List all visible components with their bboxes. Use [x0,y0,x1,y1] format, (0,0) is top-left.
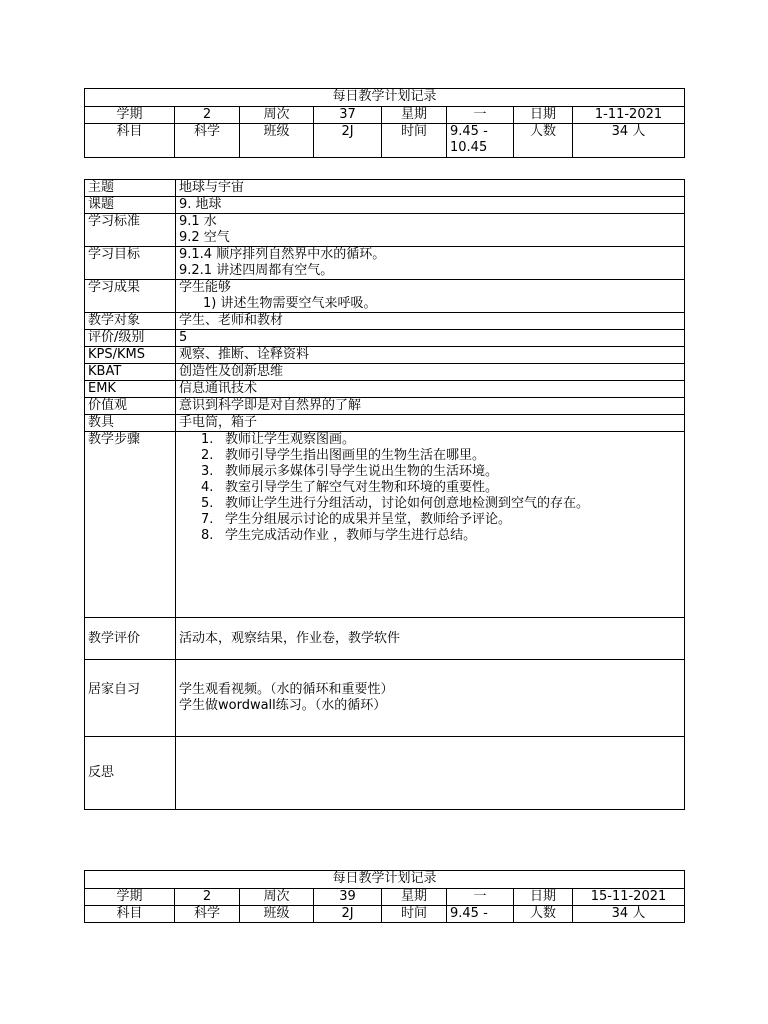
level-value: 5 [176,330,685,347]
date-label: 日期 [514,889,573,906]
count-value: 34 人 [573,906,685,923]
reflection-label: 反思 [85,737,176,810]
semester-label: 学期 [85,107,175,124]
weekday-value: 一 [447,889,514,906]
step-text: 学生分组展示讨论的成果并呈堂，教师给予评论。 [225,512,512,527]
evaluation-value: 活动本，观察结果，作业卷，教学软件 [176,618,685,660]
kps-value: 观察、推断、诠释资料 [176,347,685,364]
standard-label: 学习标准 [85,214,176,247]
steps-label: 教学步骤 [85,432,176,618]
kps-label: KPS/KMS [85,347,176,364]
outcome-label: 学习成果 [85,280,176,313]
homework-value [176,660,685,737]
count-value: 34 人 [573,124,685,158]
outcome-line: 学生能够 [179,280,232,295]
subject-label: 科目 [85,906,175,923]
standard-line: 9.1 水 [179,214,217,229]
weekday-label: 星期 [382,889,447,906]
audience-label: 教学对象 [85,313,176,330]
count-label: 人数 [514,124,573,158]
values-label: 价值观 [85,398,176,415]
objective-line: 9.2.1 讲述四周都有空气。 [179,263,334,278]
class-label: 班级 [240,906,314,923]
subject-value: 科学 [175,124,240,158]
emk-label: EMK [85,381,176,398]
step-text: 教师展示多媒体引导学生说出生物的生活环境。 [225,464,499,479]
week-value: 37 [314,107,382,124]
date-value: 1-11-2021 [573,107,685,124]
homework-label: 居家自习 [85,660,176,737]
step-item [201,432,681,448]
standard-line: 9.2 空气 [179,230,230,245]
semester-label: 学期 [85,889,175,906]
step-item [201,448,681,464]
time-value: 9.45 - 10.45 [447,124,514,158]
time-label: 时间 [382,124,447,158]
count-label: 人数 [514,906,573,923]
step-text: 教室引导学生了解空气对生物和环境的重要性。 [225,480,499,495]
week-label: 周次 [240,107,314,124]
subject-value: 科学 [175,906,240,923]
semester-value: 2 [175,107,240,124]
kbat-label: KBAT [85,364,176,381]
objective-value [176,247,685,280]
step-number: 3. [201,464,214,479]
step-number: 2. [201,448,214,463]
class-label: 班级 [240,124,314,158]
step-number: 8. [201,528,214,543]
emk-value: 信息通讯技术 [176,381,685,398]
step-text: 教师引导学生指出图画里的生物生活在哪里。 [225,448,486,463]
subject-label: 科目 [85,124,175,158]
week-value: 39 [314,889,382,906]
standard-value [176,214,685,247]
homework-line: 学生做wordwall练习。（水的循环） [179,698,387,713]
homework-line: 学生观看视频。（水的循环和重要性） [179,682,394,697]
weekday-label: 星期 [382,107,447,124]
class-value: 2J [314,906,382,923]
evaluation-label: 教学评价 [85,618,176,660]
kbat-value: 创造性及创新思维 [176,364,685,381]
theme-value: 地球与宇宙 [176,180,685,197]
step-text: 教师让学生观察图画。 [225,432,356,447]
tools-value: 手电筒，箱子 [176,415,685,432]
step-item [201,512,681,528]
class-value: 2J [314,124,382,158]
time-value: 9.45 - [447,906,514,923]
step-text: 教师让学生进行分组活动，讨论如何创意地检测到空气的存在。 [225,496,590,511]
level-label: 评价/级别 [85,330,176,347]
topic-label: 课题 [85,197,176,214]
values-value: 意识到科学即是对自然界的了解 [176,398,685,415]
theme-label: 主题 [85,180,176,197]
record-header-table-2 [84,870,685,923]
date-value: 15-11-2021 [573,889,685,906]
outcome-value [176,280,685,313]
weekday-value: 一 [447,107,514,124]
step-item [201,528,681,544]
step-number: 7. [201,512,214,527]
steps-value [176,432,685,618]
date-label: 日期 [514,107,573,124]
step-number: 5. [201,496,214,511]
record-title: 每日教学计划记录 [85,871,685,889]
record-header-table-1 [84,88,685,158]
audience-value: 学生、老师和教材 [176,313,685,330]
objective-label: 学习目标 [85,247,176,280]
steps-list [179,432,681,544]
topic-value: 9. 地球 [176,197,685,214]
time-label: 时间 [382,906,447,923]
week-label: 周次 [240,889,314,906]
step-item [201,480,681,496]
semester-value: 2 [175,889,240,906]
outcome-line: 1) 讲述生物需要空气来呼吸。 [203,296,377,311]
step-number: 4. [201,480,214,495]
reflection-value [176,737,685,810]
record-title: 每日教学计划记录 [85,89,685,107]
lesson-plan-table [84,179,685,810]
step-number: 1. [201,432,214,447]
tools-label: 教具 [85,415,176,432]
step-item [201,496,681,512]
objective-line: 9.1.4 顺序排列自然界中水的循环。 [179,247,386,262]
step-item [201,464,681,480]
step-text: 学生完成活动作业 ，教师与学生进行总结。 [225,528,477,543]
